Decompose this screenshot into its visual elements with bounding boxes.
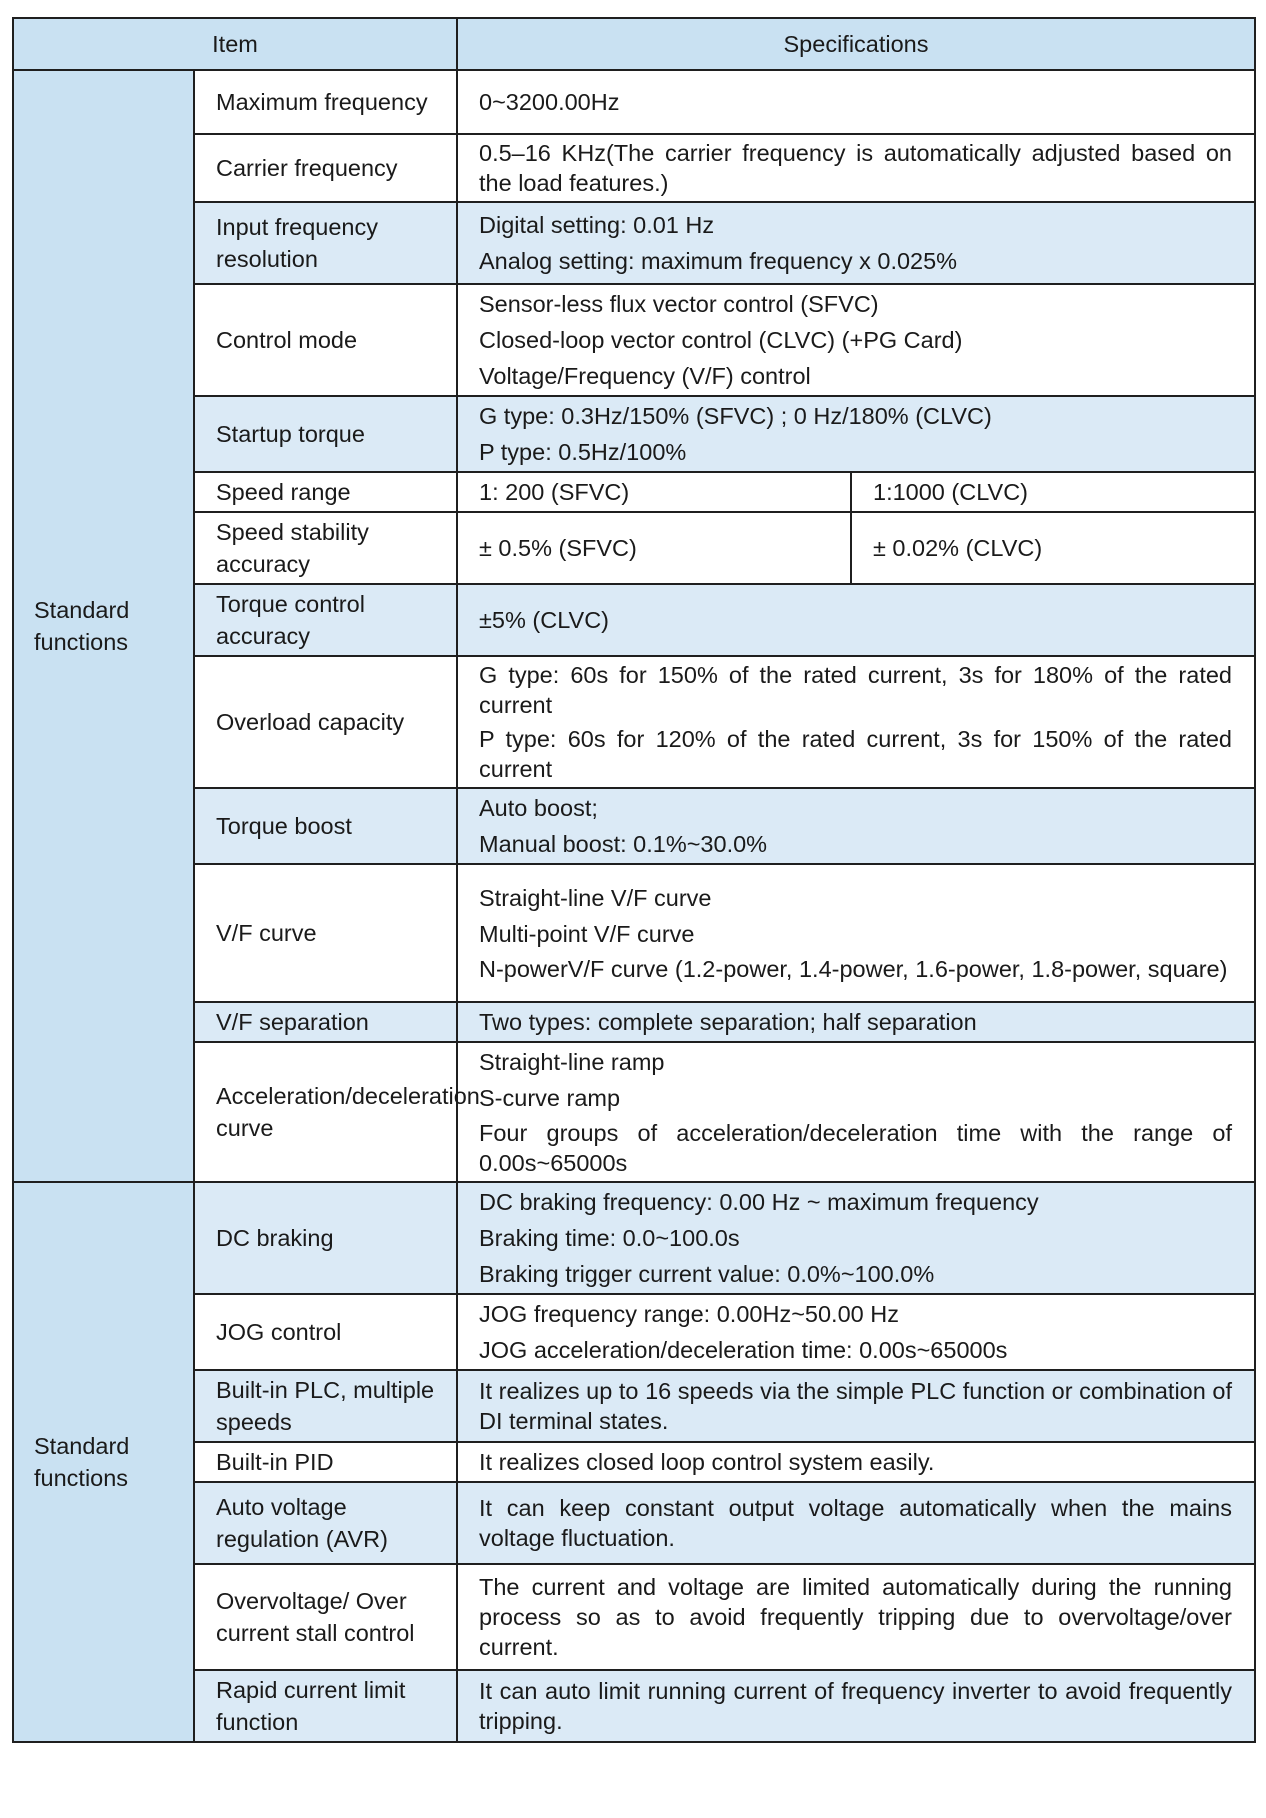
row-spec-right: 1:1000 (CLVC) [851, 472, 1255, 512]
spec-line: Four groups of acceleration/deceleration time with the range of 0.00s~65000s [479, 1120, 1232, 1176]
row-item: Carrier frequency [194, 134, 457, 202]
row-spec [457, 1670, 1255, 1742]
spec-line: Auto boost; [479, 795, 598, 821]
header-specifications: Specifications [457, 18, 1255, 70]
row-spec [457, 1002, 1255, 1042]
spec-line: Digital setting: 0.01 Hz [479, 212, 715, 238]
row-item: Speed stability accuracy [194, 512, 457, 584]
row-spec [457, 584, 1255, 656]
row-item: JOG control [194, 1294, 457, 1370]
row-spec [457, 134, 1255, 202]
table-row [13, 864, 1255, 1002]
table-row [13, 788, 1255, 864]
row-spec [457, 864, 1255, 1002]
spec-line: P type: 0.5Hz/100% [479, 439, 687, 465]
row-item: Torque boost [194, 788, 457, 864]
table-row [13, 584, 1255, 656]
row-spec-right: ± 0.02% (CLVC) [851, 512, 1255, 584]
spec-line: P type: 60s for 120% of the rated current, 3s for 150% of the rated current [479, 726, 1232, 782]
spec-line: N-powerV/F curve (1.2-power, 1.4-power, 1.6-power, 1.8-power, square) [479, 956, 1228, 982]
row-spec [457, 656, 1255, 788]
table-row [13, 1670, 1255, 1742]
spec-line: It realizes closed loop control system easily. [479, 1449, 935, 1475]
row-item: Input frequency resolution [194, 202, 457, 284]
table-row [13, 656, 1255, 788]
row-item: Overvoltage/ Over current stall control [194, 1564, 457, 1670]
row-item: Torque control accuracy [194, 584, 457, 656]
table-row [13, 1042, 1255, 1182]
row-spec-left: ± 0.5% (SFVC) [457, 512, 851, 584]
row-item: Control mode [194, 284, 457, 396]
spec-line: Multi-point V/F curve [479, 921, 695, 947]
row-item: Overload capacity [194, 656, 457, 788]
spec-line: S-curve ramp [479, 1085, 621, 1111]
spec-line: JOG frequency range: 0.00Hz~50.00 Hz [479, 1301, 899, 1327]
row-item: V/F separation [194, 1002, 457, 1042]
row-spec [457, 70, 1255, 134]
table-row [13, 284, 1255, 396]
table-row [13, 134, 1255, 202]
spec-line: Braking time: 0.0~100.0s [479, 1225, 740, 1251]
spec-line: Braking trigger current value: 0.0%~100.0% [479, 1261, 935, 1287]
table-row [13, 512, 1255, 584]
row-spec [457, 1482, 1255, 1564]
spec-line: Voltage/Frequency (V/F) control [479, 363, 811, 389]
table-row [13, 396, 1255, 472]
spec-line: G type: 0.3Hz/150% (SFVC) ; 0 Hz/180% (CLVC) [479, 403, 992, 429]
specifications-table [12, 17, 1256, 1743]
row-item: V/F curve [194, 864, 457, 1002]
spec-line: G type: 60s for 150% of the rated current, 3s for 180% of the rated current [479, 662, 1232, 718]
spec-line: Analog setting: maximum frequency x 0.025% [479, 248, 958, 274]
spec-line: Straight-line V/F curve [479, 885, 712, 911]
table-row [13, 472, 1255, 512]
row-item: Maximum frequency [194, 70, 457, 134]
category-cell: Standard functions [13, 70, 194, 1182]
row-spec [457, 1182, 1255, 1294]
spec-line: JOG acceleration/deceleration time: 0.00s~65000s [479, 1337, 1008, 1363]
spec-line: It can auto limit running current of frequency inverter to avoid frequently tripping. [479, 1678, 1232, 1734]
row-item: Startup torque [194, 396, 457, 472]
row-item: Acceleration/deceleration curve [194, 1042, 457, 1182]
row-spec [457, 1564, 1255, 1670]
spec-line: 0~3200.00Hz [479, 89, 620, 115]
table-row [13, 202, 1255, 284]
row-item: Auto voltage regulation (AVR) [194, 1482, 457, 1564]
spec-line: Two types: complete separation; half separation [479, 1009, 977, 1035]
row-item: DC braking [194, 1182, 457, 1294]
row-spec-left: 1: 200 (SFVC) [457, 472, 851, 512]
row-item: Rapid current limit function [194, 1670, 457, 1742]
table-row [13, 1482, 1255, 1564]
category-cell: Standard functions [13, 1182, 194, 1742]
table-row [13, 1564, 1255, 1670]
table-row [13, 1002, 1255, 1042]
spec-line: It realizes up to 16 speeds via the simple PLC function or combination of DI terminal states. [479, 1378, 1232, 1434]
row-spec [457, 1042, 1255, 1182]
table-row [13, 1182, 1255, 1294]
row-spec [457, 1442, 1255, 1482]
spec-line: Straight-line ramp [479, 1049, 665, 1075]
row-spec [457, 284, 1255, 396]
spec-line: 0.5–16 KHz(The carrier frequency is automatically adjusted based on the load features.) [479, 140, 1232, 196]
row-item: Built-in PLC, multiple speeds [194, 1370, 457, 1442]
table-row [13, 1370, 1255, 1442]
row-spec [457, 202, 1255, 284]
spec-line: DC braking frequency: 0.00 Hz ~ maximum frequency [479, 1189, 1039, 1215]
spec-line: ±5% (CLVC) [479, 607, 609, 633]
row-spec [457, 396, 1255, 472]
spec-line: Sensor-less flux vector control (SFVC) [479, 291, 879, 317]
table-row [13, 70, 1255, 134]
row-item: Speed range [194, 472, 457, 512]
row-spec [457, 788, 1255, 864]
row-item: Built-in PID [194, 1442, 457, 1482]
header-item: Item [13, 18, 457, 70]
row-spec [457, 1294, 1255, 1370]
table-row [13, 1294, 1255, 1370]
table-header-row [13, 18, 1255, 70]
table-row [13, 1442, 1255, 1482]
spec-line: Manual boost: 0.1%~30.0% [479, 831, 768, 857]
spec-line: It can keep constant output voltage automatically when the mains voltage fluctuation. [479, 1495, 1232, 1551]
spec-line: Closed-loop vector control (CLVC) (+PG Card) [479, 327, 963, 353]
row-spec [457, 1370, 1255, 1442]
spec-line: The current and voltage are limited automatically during the running process so as to avoid frequently tripping due to overvoltage/over current. [479, 1574, 1232, 1660]
